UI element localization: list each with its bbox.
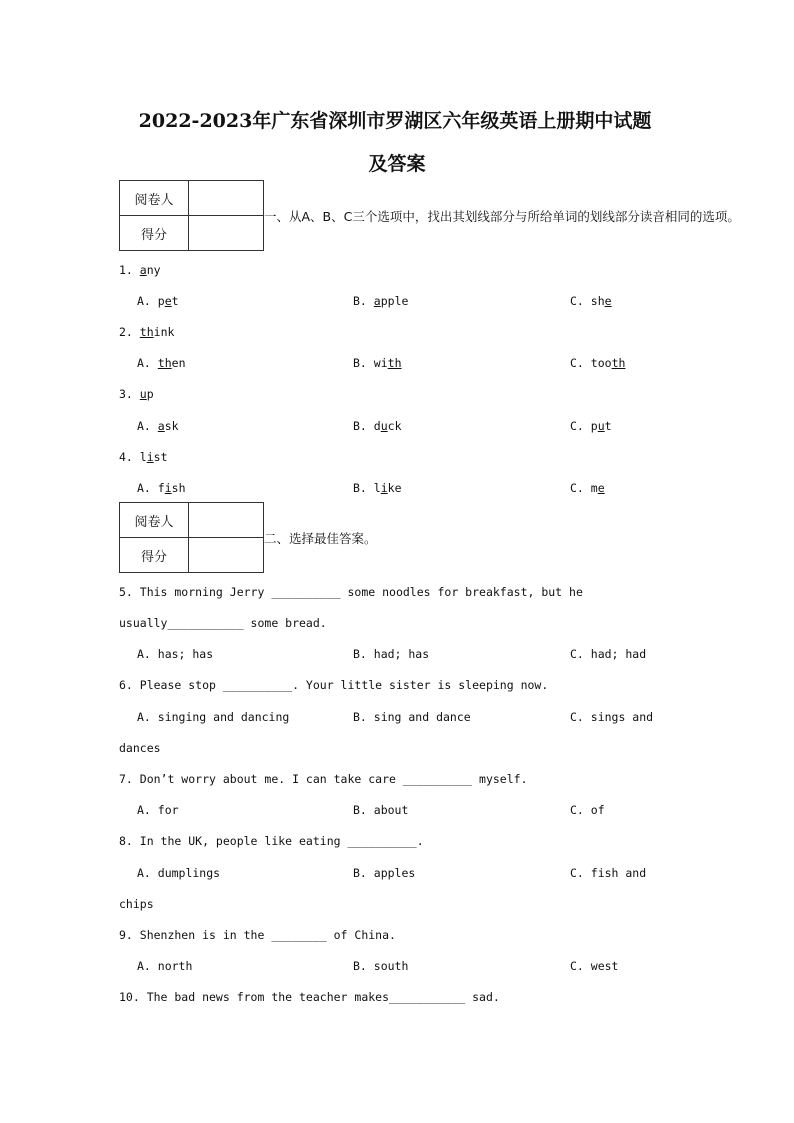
question-10: 10. The bad news from the teacher makes___________ sad. [119, 990, 500, 1004]
q3-option-c: C. put [570, 419, 612, 433]
q3-option-b: B. duck [353, 419, 402, 433]
grader-table-2 [119, 502, 264, 573]
question-3: 3. up [119, 387, 154, 401]
score-label: 得分 [120, 216, 189, 251]
q6-option-b: B. sing and dance [353, 710, 471, 724]
score-cell [189, 216, 264, 251]
q2-option-a: A. then [137, 356, 186, 370]
q7-option-b: B. about [353, 803, 409, 817]
q9-option-b: B. south [353, 959, 409, 973]
q1-option-a: A. pet [137, 294, 179, 308]
reviewer-label: 阅卷人 [120, 503, 189, 538]
q7-option-a: A. for [137, 803, 179, 817]
q2-option-b: B. with [353, 356, 402, 370]
q4-option-b: B. like [353, 481, 402, 495]
q6-option-c: C. sings and [570, 710, 654, 724]
score-cell [189, 538, 264, 573]
q8-option-c: C. fish and [570, 866, 647, 880]
q6-option-c-wrap: dances [119, 741, 161, 755]
question-2: 2. think [119, 325, 175, 339]
reviewer-cell [189, 503, 264, 538]
question-5-line-1: 5. This morning Jerry __________ some noodles for breakfast, but he [119, 585, 583, 599]
q9-option-c: C. west [570, 959, 619, 973]
q1-option-c: C. she [570, 294, 612, 308]
section-2-heading: 二、选择最佳答案。 [264, 531, 377, 546]
q3-option-a: A. ask [137, 419, 179, 433]
q5-option-a: A. has; has [137, 647, 214, 661]
q2-option-c: C. tooth [570, 356, 626, 370]
q4-option-a: A. fish [137, 481, 186, 495]
question-6: 6. Please stop __________. Your little sister is sleeping now. [119, 678, 549, 692]
q8-option-c-wrap: chips [119, 897, 154, 911]
q9-option-a: A. north [137, 959, 193, 973]
q5-option-b: B. had; has [353, 647, 430, 661]
q4-option-c: C. me [570, 481, 605, 495]
reviewer-cell [189, 181, 264, 216]
question-9: 9. Shenzhen is in the ________ of China. [119, 928, 396, 942]
reviewer-label: 阅卷人 [120, 181, 189, 216]
grader-table-1 [119, 180, 264, 251]
question-1: 1. any [119, 263, 161, 277]
score-label: 得分 [120, 538, 189, 573]
question-5-line-2: usually___________ some bread. [119, 616, 327, 630]
question-4: 4. list [119, 450, 168, 464]
section-1-heading: 一、从A、B、C三个选项中，找出其划线部分与所给单词的划线部分读音相同的选项。 [264, 209, 740, 224]
page-title-line-1: 2022-2023年广东省深圳市罗湖区六年级英语上册期中试题 [138, 110, 652, 132]
question-8: 8. In the UK, people like eating __________. [119, 834, 424, 848]
q5-option-c: C. had; had [570, 647, 647, 661]
q6-option-a: A. singing and dancing [137, 710, 290, 724]
q7-option-c: C. of [570, 803, 605, 817]
q8-option-a: A. dumplings [137, 866, 221, 880]
q1-option-b: B. apple [353, 294, 409, 308]
page-title-line-2: 及答案 [368, 153, 426, 175]
q8-option-b: B. apples [353, 866, 416, 880]
question-7: 7. Don’t worry about me. I can take care __________ myself. [119, 772, 528, 786]
